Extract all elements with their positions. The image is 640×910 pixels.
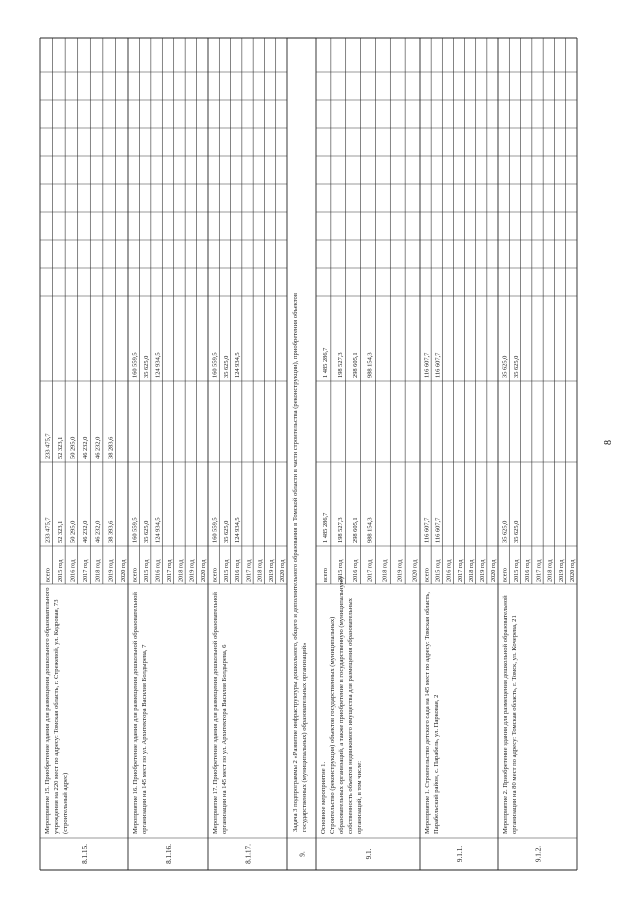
value-total: 35 625,0 <box>512 520 520 543</box>
value-total: 160 559,5 <box>211 517 219 543</box>
value-regional: 298 605,1 <box>351 352 359 378</box>
year-label: 2017 год <box>82 559 90 582</box>
measure-description: собственность объектов недвижимого имущества для размещения образовательных <box>347 598 354 834</box>
year-label: 2018 год <box>546 559 554 582</box>
value-total: 35 625,0 <box>501 520 509 543</box>
year-label: 2017 год <box>366 559 374 582</box>
measure-description: (строительный адрес) <box>62 772 69 834</box>
value-total: 35 625,0 <box>222 520 230 543</box>
year-label: 2019 год <box>107 559 115 582</box>
year-label: 2018 год <box>256 559 264 582</box>
value-regional: 124 934,5 <box>154 352 162 378</box>
value-regional: 35 625,0 <box>222 355 230 378</box>
measure-description: организации на 80 мест по адресу: Томская область, г. Томск, ул. Кочерева, 21 <box>511 615 518 834</box>
year-label: 2015 год <box>337 559 344 582</box>
measure-description: учреждения на 220 мест по адресу: Томская область, г. Стрежевой, ул. Кедровая, 73 <box>53 599 60 834</box>
value-regional: 35 625,0 <box>143 355 150 378</box>
year-label: 2017 год <box>165 559 173 582</box>
value-federal: 52 323,1 <box>57 436 64 459</box>
value-total: 1 485 286,7 <box>322 512 330 543</box>
row-number: 9.1.2. <box>534 845 543 863</box>
row-number: 9.1. <box>365 848 373 860</box>
year-label: 2020 год <box>490 559 498 582</box>
measure-description: Строительство (реконструкция) объектов государственных (муниципальных) <box>329 616 336 834</box>
value-federal: 46 232,0 <box>82 436 90 459</box>
measure-description: Мероприятие 15. Приобретение здания для размещения дошкольного образовательного <box>44 587 51 834</box>
year-label: 2018 год <box>381 559 389 582</box>
value-total: 124 934,5 <box>234 517 242 543</box>
value-regional: 160 559,5 <box>131 352 139 378</box>
year-label: 2015 год <box>143 559 150 582</box>
year-label: 2018 год <box>94 559 102 582</box>
year-label: 2015 год <box>512 559 520 582</box>
value-regional: 988 154,3 <box>366 352 374 378</box>
year-label: 2020 год <box>411 559 419 582</box>
year-label: 2019 год <box>267 559 275 582</box>
year-label: 2016 год <box>351 559 359 582</box>
value-total: 233 475,7 <box>44 517 52 543</box>
year-label: 2020 год <box>279 559 287 582</box>
row-number: 8.1.17. <box>244 844 253 864</box>
measure-description: Мероприятие 16. Приобретение здания для размещения дошкольной образовательной <box>132 592 139 834</box>
year-label: 2017 год <box>535 559 543 582</box>
value-regional: 198 527,3 <box>337 352 344 378</box>
table-cells <box>44 293 576 864</box>
value-regional: 35 625,0 <box>501 355 509 378</box>
value-regional: 116 607,7 <box>423 352 431 378</box>
value-total: 52 323,1 <box>57 520 64 543</box>
year-label: 2015 год <box>434 559 442 582</box>
year-label: 2019 год <box>396 559 404 582</box>
year-label: всего <box>322 568 330 582</box>
value-federal: 46 232,0 <box>94 436 102 459</box>
section-header-text: Задача 3 подпрограммы 2 «Развитие инфраструктуры дошкольного, общего и дополнительного образования в Томской области в части строительства (реконструкции), приобретения объектов <box>292 293 299 832</box>
section-header-text: государственных (муниципальных) образовательных организаций» <box>301 642 308 832</box>
year-label: всего <box>423 568 431 582</box>
year-label: 2017 год <box>245 559 253 582</box>
measure-description: Основное мероприятие 1. <box>320 761 327 834</box>
measure-description: Мероприятие 1. Строительство детского сада на 145 мест по адресу: Томская область, <box>424 592 431 834</box>
measure-description: организации на 145 мест по ул. Архитектора Василия Болдырева, 7 <box>141 644 148 834</box>
value-total: 160 559,5 <box>131 517 139 543</box>
measure-description: Мероприятие 17. Приобретение здания для размещения дошкольной образовательной <box>212 592 219 834</box>
year-label: 2020 год <box>200 559 208 582</box>
year-label: 2019 год <box>557 559 565 582</box>
row-number: 8.1.16. <box>165 844 173 864</box>
year-label: 2016 год <box>69 559 77 582</box>
value-federal: 50 295,0 <box>69 436 77 459</box>
value-regional: 124 934,5 <box>234 352 242 378</box>
measure-description: организации на 145 мест по ул. Архитектора Василия Болдырева, 6 <box>221 644 228 834</box>
year-label: 2018 год <box>467 559 475 582</box>
year-label: 2016 год <box>234 559 242 582</box>
year-label: 2018 год <box>177 559 185 582</box>
year-label: 2016 год <box>524 559 532 582</box>
value-total: 35 625,0 <box>143 520 150 543</box>
value-total: 46 232,0 <box>94 520 102 543</box>
measure-description: организаций, в том числе: <box>356 760 363 834</box>
year-label: 2019 год <box>479 559 487 582</box>
value-federal: 233 475,7 <box>44 433 52 459</box>
year-label: 2020 год <box>569 559 577 582</box>
row-number: 8.1.15. <box>81 844 89 864</box>
measure-description: образовательных организаций, а также приобретение в государственную (муниципальную) <box>338 577 345 834</box>
year-label: всего <box>501 568 509 582</box>
year-label: 2015 год <box>222 559 230 582</box>
year-label: 2019 год <box>188 559 196 582</box>
year-label: 2020 год <box>119 559 127 582</box>
value-total: 988 154,3 <box>366 517 374 543</box>
measure-description: Парабельский район, с. Парабель, ул. Парковая, 2 <box>433 694 440 834</box>
year-label: 2016 год <box>445 559 453 582</box>
measure-description: Мероприятие 2. Приобретение здания для размещения дошкольной образовательной <box>502 595 509 834</box>
value-regional: 160 559,5 <box>211 352 219 378</box>
year-label: всего <box>131 568 139 582</box>
value-total: 198 527,3 <box>337 517 344 543</box>
value-regional: 35 625,0 <box>512 355 520 378</box>
row-number: 9.1.1. <box>456 845 464 863</box>
year-label: 2016 год <box>154 559 162 582</box>
value-total: 298 605,1 <box>351 517 359 543</box>
year-label: 2015 год <box>57 559 64 582</box>
value-regional: 1 485 286,7 <box>322 347 330 378</box>
value-total: 116 607,7 <box>434 517 442 543</box>
table-grid <box>40 38 577 870</box>
value-total: 116 607,7 <box>423 517 431 543</box>
value-total: 46 232,0 <box>82 520 90 543</box>
value-total: 50 295,0 <box>69 520 77 543</box>
row-number: 9. <box>298 851 307 857</box>
page-number: 8 <box>603 440 614 445</box>
year-label: всего <box>211 568 219 582</box>
value-regional: 116 607,7 <box>434 352 442 378</box>
value-total: 38 393,6 <box>107 520 115 543</box>
value-total: 124 934,5 <box>154 517 162 543</box>
year-label: 2017 год <box>456 559 464 582</box>
year-label: всего <box>44 568 52 582</box>
value-federal: 38 283,6 <box>107 436 115 459</box>
